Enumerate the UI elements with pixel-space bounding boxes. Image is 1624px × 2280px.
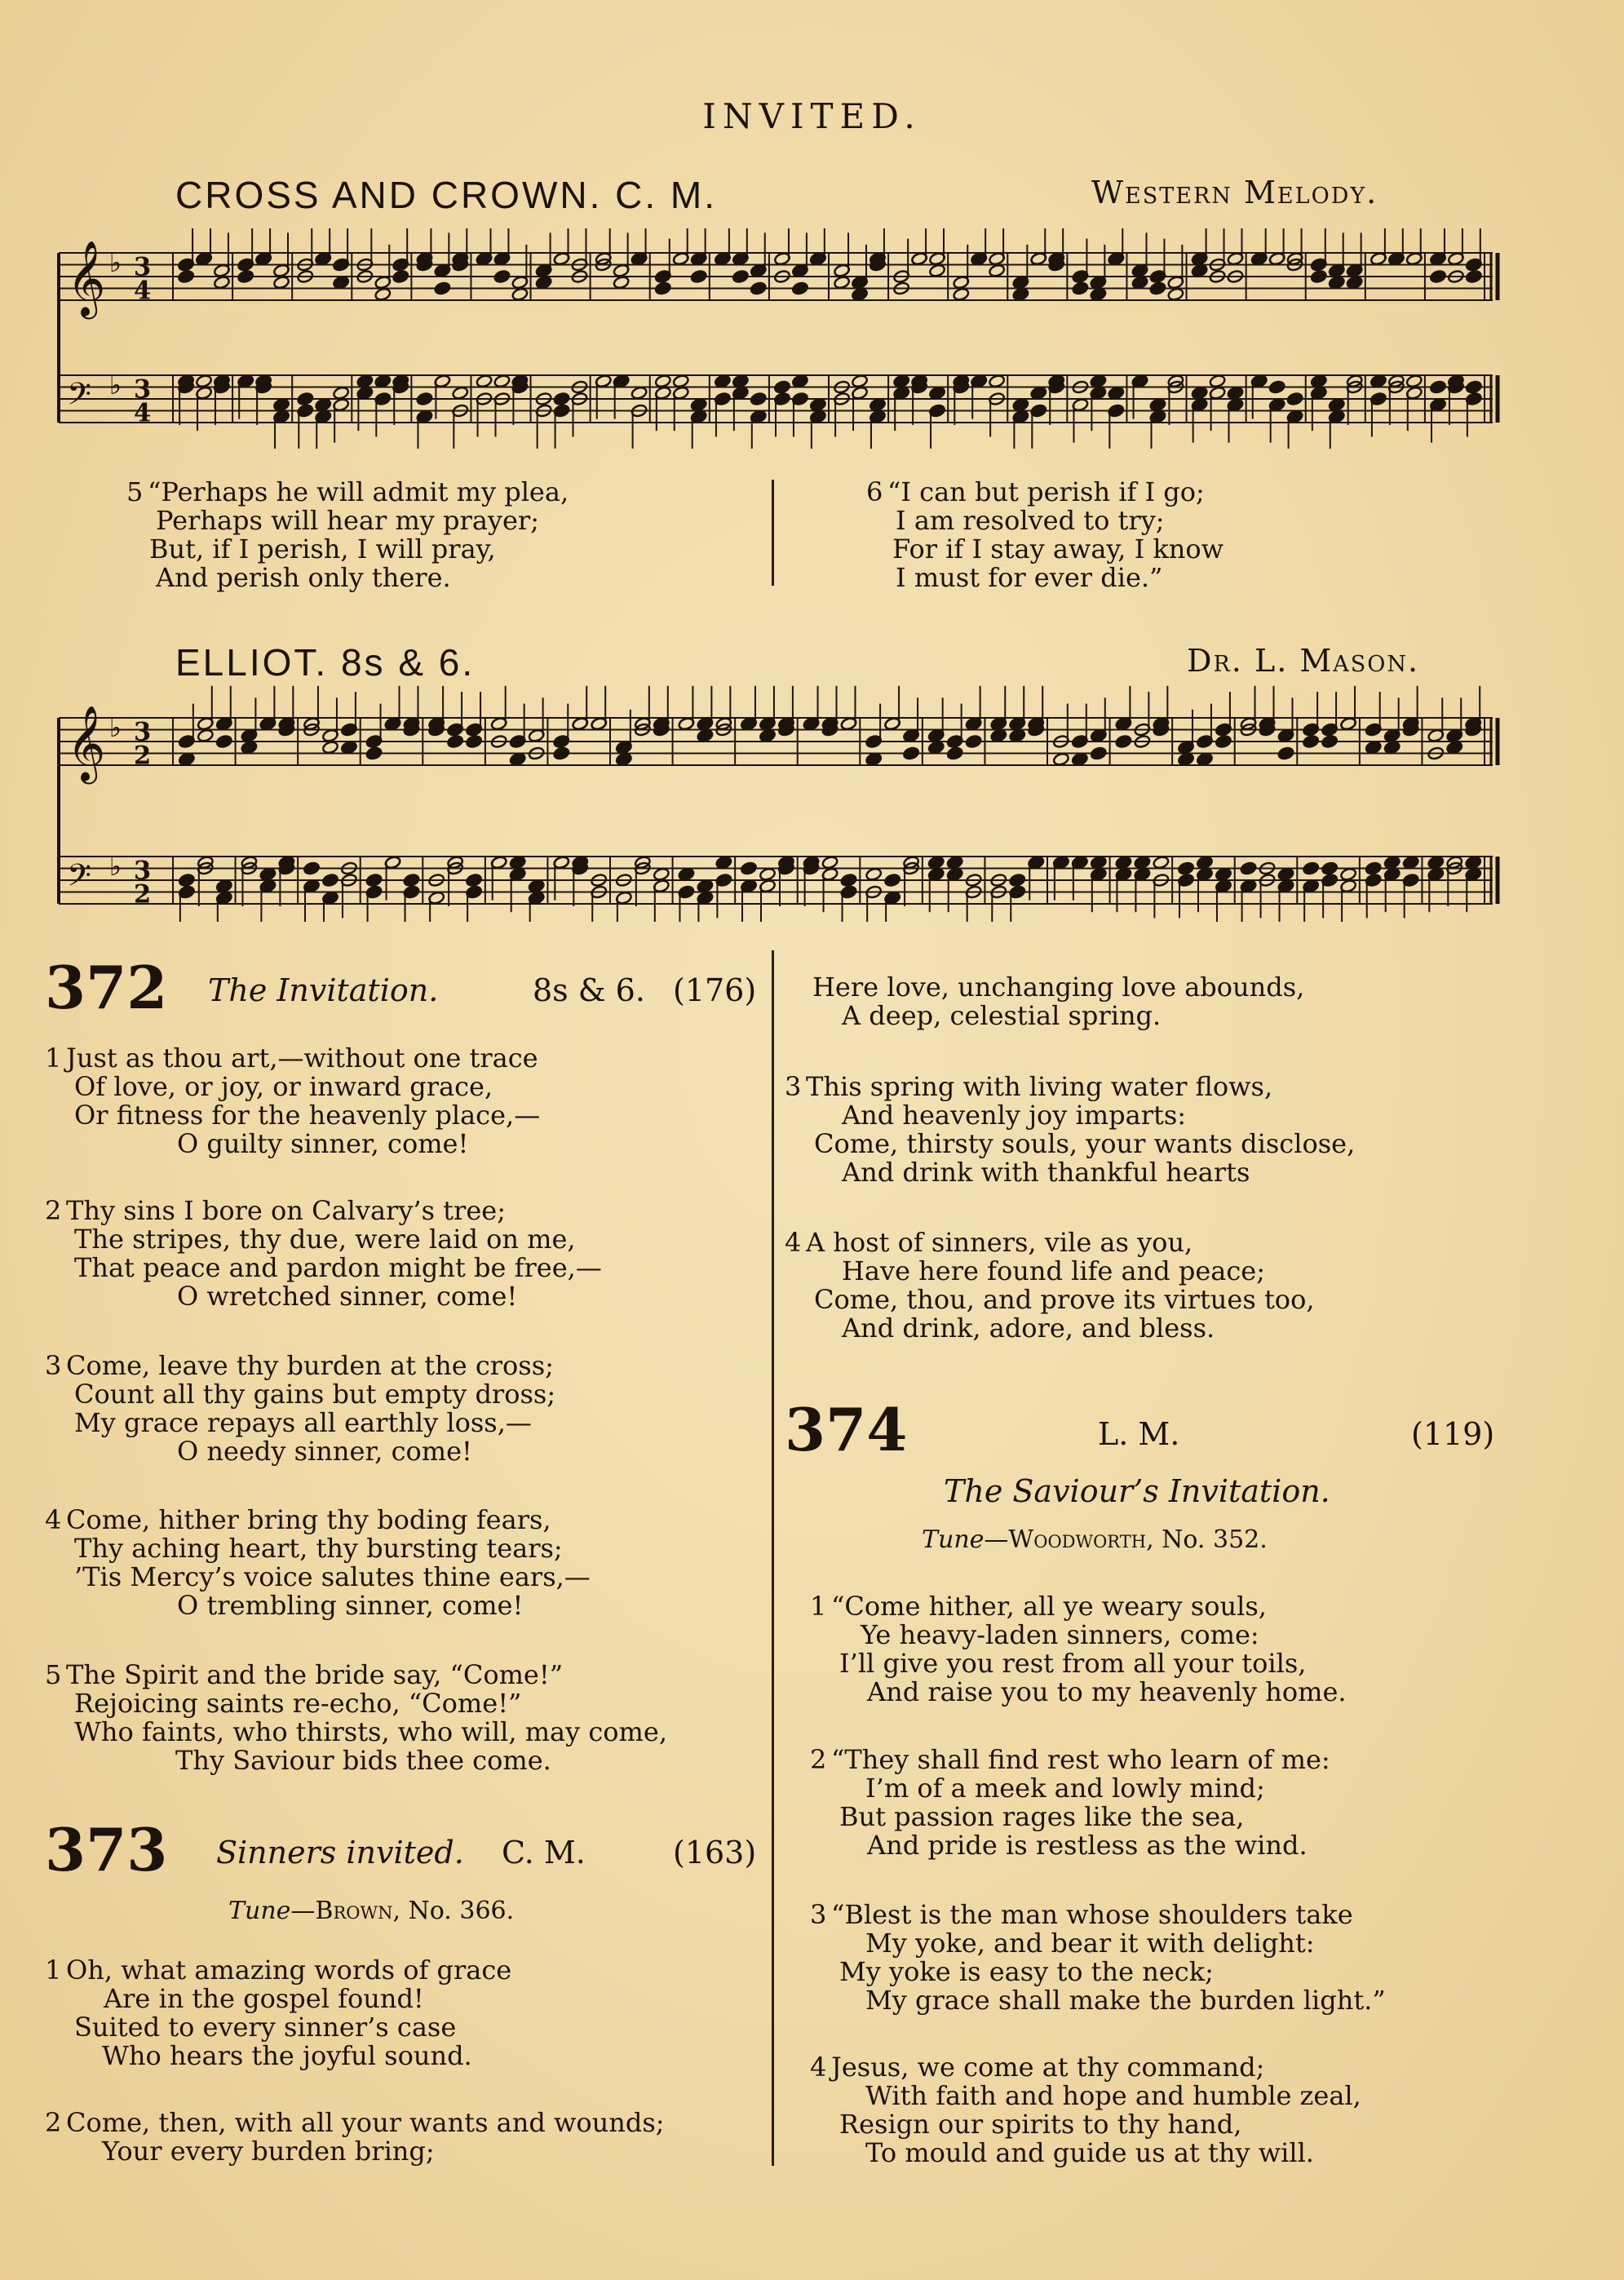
flat-icon: ♭: [109, 851, 122, 883]
note-head: [1346, 275, 1363, 290]
hymn-title: The Invitation.: [208, 972, 439, 1008]
note-head: [1240, 861, 1257, 876]
hymn-373-verse-1: 1 Oh, what amazing words of grace Are in the gospel found! Suited to every sinner’s case Who hears the joyful sound.: [45, 1955, 512, 2071]
note-head: [1191, 386, 1208, 401]
note-head: [241, 740, 258, 755]
note-head: [1030, 386, 1047, 401]
note-head: [1286, 392, 1303, 406]
note-head: [1321, 734, 1339, 749]
note-head: [321, 873, 339, 888]
note-head: [821, 855, 839, 870]
note-head: [178, 873, 195, 888]
note-head: [356, 374, 374, 388]
note-head: [653, 867, 670, 882]
note-head: [1370, 374, 1387, 388]
note-head: [1427, 855, 1445, 870]
note-head: [631, 386, 648, 401]
hymn-number: 374: [785, 1395, 908, 1464]
note-head: [297, 392, 314, 406]
note-head: [195, 374, 212, 388]
note-head: [714, 374, 731, 388]
note-head: [215, 879, 232, 893]
note-head: [1108, 386, 1125, 401]
verse-5-cross: 5 “Perhaps he will admit my plea, Perhaps will hear my prayer; But, if I perish, I will pray, And perish only there.: [126, 476, 569, 593]
hymn-372-verse-4: 4 Come, hither bring thy boding fears, Thy aching heart, thy bursting tears; ’Tis Mercy’s voice salutes thine ears,— O trembling sinner, come!: [45, 1504, 591, 1621]
note-head: [1177, 861, 1194, 876]
verse-number: 6: [866, 476, 883, 507]
note-head: [732, 374, 749, 388]
note-head: [466, 734, 483, 749]
note-head: [509, 855, 526, 870]
note-head: [213, 275, 230, 290]
hymn-number: 372: [45, 953, 168, 1022]
note-head: [447, 734, 464, 749]
hymn-ref: (119): [1411, 1416, 1495, 1452]
time-signature-bottom: 4: [134, 276, 152, 306]
hymn-number: 373: [45, 1815, 168, 1884]
note-head: [1340, 867, 1357, 882]
note-head: [740, 861, 757, 876]
note-head: [732, 269, 749, 284]
note-head: [272, 397, 290, 412]
note-head: [1310, 269, 1327, 284]
note-head: [884, 873, 901, 888]
hymn-373-verse-2-continued: Here love, unchanging love abounds, A deep, celestial spring.: [812, 972, 1305, 1031]
note-head: [1090, 287, 1107, 302]
note-head: [927, 740, 945, 755]
note-head: [315, 397, 332, 412]
staff-system-elliot: [49, 685, 1501, 922]
note-head: [1310, 374, 1327, 388]
hymn-373-verse-3: 3 This spring with living water flows, And heavenly joy imparts: Come, thirsty souls, your wants disclose, And drink with thankful hearts: [785, 1071, 1356, 1188]
note-head: [1465, 380, 1482, 395]
note-head: [865, 752, 883, 767]
hymn-title: Sinners invited.: [216, 1835, 464, 1870]
note-head: [750, 392, 767, 406]
hymn-372-verse-1: 1 Just as thou art,—without one trace Of love, or joy, or inward grace, Or fitness for the heavenly place,— O guilty sinner, come!: [45, 1043, 541, 1159]
note-head: [1268, 380, 1285, 395]
note-head: [215, 734, 232, 749]
note-head: [851, 374, 868, 388]
note-head: [511, 287, 529, 302]
verse-6-cross: 6 “I can but perish if I go; I am resolved to try; For if I stay away, I know I must for ever die.”: [866, 476, 1224, 593]
note-head: [365, 873, 383, 888]
note-head: [654, 281, 671, 296]
note-head: [834, 275, 851, 290]
note-head: [715, 855, 732, 870]
page-header: INVITED.: [702, 96, 922, 136]
treble-clef-icon: 𝄞: [67, 240, 106, 316]
note-head: [1303, 861, 1320, 876]
hymn-373-tune: Tune—Brown, No. 366.: [228, 1897, 515, 1925]
note-head: [535, 275, 552, 290]
note-head: [903, 746, 920, 761]
note-head: [237, 269, 254, 284]
note-head: [374, 374, 392, 388]
note-head: [1115, 734, 1132, 749]
note-head: [452, 386, 469, 401]
hymn-meter: L. M.: [1098, 1416, 1180, 1452]
note-head: [303, 861, 320, 876]
note-head: [893, 374, 910, 388]
note-head: [476, 374, 493, 388]
note-head: [1012, 287, 1029, 302]
note-head: [615, 752, 632, 767]
hymn-374-verse-4: 4 Jesus, we come at thy command; With faith and hope and humble zeal, Resign our spirits to thy hand, To mould and guide us at thy will.: [810, 2052, 1361, 2168]
hymn-374-heading: [785, 1395, 1495, 1464]
music-score-elliot: [49, 685, 1501, 922]
note-head: [1227, 386, 1244, 401]
hymn-372-verse-2: 2 Thy sins I bore on Calvary’s tree; The stripes, thy due, were laid on me, That peace and pardon might be free,— O wretched sinner, come!: [45, 1195, 602, 1312]
note-head: [1115, 855, 1132, 870]
hymn-372-verse-3: 3 Come, leave thy burden at the cross; Count all thy gains but empty dross; My grace repays all earthly loss,— O needy sinner, come!: [45, 1350, 556, 1467]
note-head: [672, 374, 689, 388]
time-signature-bottom: 2: [134, 741, 152, 771]
hymn-373-heading: [45, 1815, 763, 1884]
note-head: [1465, 269, 1482, 284]
hymn-374-verse-2: 2 “They shall find rest who learn of me: I’m of a meek and lowly mind; But passion rages like the sea, And pride is restless as the wind.: [810, 1744, 1330, 1861]
time-signature-top: 3: [134, 374, 152, 405]
tune-title-elliot: ELLIOT. 8s & 6.: [175, 641, 476, 684]
note-head: [416, 392, 433, 406]
time-signature-top: 3: [134, 252, 152, 282]
treble-clef-icon: 𝄞: [67, 705, 106, 781]
hymn-374-tune: Tune—Woodworth, No. 352.: [922, 1525, 1268, 1554]
hymn-meter: 8s & 6.: [533, 972, 645, 1008]
note-head: [851, 287, 868, 302]
flat-icon: ♭: [109, 712, 122, 744]
note-head: [1167, 287, 1184, 302]
note-head: [1090, 374, 1107, 388]
music-score-cross-and-crown: [49, 228, 1501, 449]
note-head: [697, 879, 714, 893]
note-head: [1090, 746, 1107, 761]
column-divider: [772, 480, 774, 586]
note-head: [321, 740, 339, 755]
hymn-ref: (176): [673, 972, 757, 1008]
note-head: [1131, 275, 1148, 290]
note-head: [791, 281, 808, 296]
note-head: [1429, 380, 1446, 395]
note-head: [1191, 263, 1208, 278]
note-head: [1321, 861, 1339, 876]
note-head: [928, 386, 945, 401]
tune-title-cross-and-crown: CROSS AND CROWN. C. M.: [175, 174, 718, 216]
note-head: [1365, 740, 1382, 755]
note-head: [965, 734, 982, 749]
note-head: [809, 397, 826, 412]
note-head: [690, 269, 707, 284]
note-head: [493, 269, 511, 284]
note-head: [840, 873, 857, 888]
note-head: [333, 386, 350, 401]
note-head: [528, 879, 545, 893]
note-head: [697, 728, 714, 743]
hymn-373-verse-2: 2 Come, then, with all your wants and wounds; Your every burden bring;: [45, 2107, 665, 2167]
note-head: [1177, 752, 1194, 767]
time-signature-bottom: 4: [134, 398, 152, 428]
note-head: [759, 867, 776, 882]
note-head: [1072, 281, 1089, 296]
note-head: [928, 263, 945, 278]
note-head: [1196, 855, 1213, 870]
note-head: [1209, 374, 1226, 388]
note-head: [1277, 746, 1294, 761]
note-head: [1365, 861, 1382, 876]
flat-icon: ♭: [109, 370, 122, 401]
note-head: [272, 275, 290, 290]
note-head: [750, 281, 767, 296]
note-head: [1134, 855, 1151, 870]
note-head: [1196, 752, 1213, 767]
bass-clef-icon: 𝄢: [67, 857, 91, 901]
note-head: [791, 374, 808, 388]
note-head: [927, 855, 945, 870]
note-head: [1383, 855, 1401, 870]
bass-clef-icon: 𝄢: [67, 375, 91, 420]
note-head: [1009, 873, 1026, 888]
note-head: [197, 728, 214, 743]
note-head: [1153, 855, 1170, 870]
hymn-373-verse-4: 4 A host of sinners, vile as you, Have here found life and peace; Come, thou, and prove its virtues too, And drink, adore, and bless.: [785, 1227, 1315, 1344]
hymn-374-verse-1: 1 “Come hither, all ye weary souls, Ye heavy-laden sinners, come: I’ll give you rest from all your toils, And raise you to my heavenly home.: [810, 1591, 1347, 1707]
note-head: [178, 752, 195, 767]
note-head: [865, 867, 883, 882]
note-head: [1328, 275, 1345, 290]
note-head: [1071, 752, 1088, 767]
note-head: [946, 855, 963, 870]
hymn-372-heading: [45, 953, 763, 1022]
verse-number: 5: [126, 476, 144, 507]
note-head: [1052, 752, 1069, 767]
note-head: [613, 275, 630, 290]
note-head: [1149, 281, 1166, 296]
note-head: [466, 873, 483, 888]
hymn-372-verse-5: 5 The Spirit and the bride say, “Come!” Rejoicing saints re-echo, “Come!” Who faints, who thirsts, who will, may come, Thy Saviour bids thee come.: [45, 1659, 667, 1776]
note-head: [678, 867, 695, 882]
note-head: [493, 374, 511, 388]
time-signature-top: 3: [134, 856, 152, 886]
hymn-ref: (163): [673, 1835, 757, 1870]
note-head: [434, 281, 451, 296]
note-head: [1215, 867, 1232, 882]
note-head: [1009, 728, 1026, 743]
note-head: [1383, 740, 1401, 755]
note-head: [403, 873, 420, 888]
note-head: [1429, 269, 1446, 284]
note-head: [1149, 397, 1166, 412]
note-head: [1090, 855, 1107, 870]
note-head: [333, 275, 350, 290]
note-head: [509, 752, 526, 767]
note-head: [1405, 374, 1423, 388]
staff-system-cross: [49, 228, 1501, 449]
note-head: [374, 287, 392, 302]
note-head: [553, 746, 570, 761]
hymn-meter: C. M.: [502, 1835, 586, 1870]
time-signature-top: 3: [134, 717, 152, 747]
note-head: [989, 263, 1006, 278]
time-signature-bottom: 2: [134, 879, 152, 910]
note-head: [990, 728, 1007, 743]
note-head: [953, 287, 970, 302]
note-head: [259, 867, 277, 882]
note-head: [869, 397, 886, 412]
note-head: [1215, 734, 1232, 749]
tune-composer-cross-and-crown: Western Melody.: [1091, 175, 1378, 210]
note-head: [365, 746, 383, 761]
note-head: [759, 728, 776, 743]
tune-composer-elliot: Dr. L. Mason.: [1187, 643, 1420, 679]
note-head: [392, 269, 409, 284]
note-head: [1402, 855, 1419, 870]
note-head: [946, 746, 963, 761]
note-head: [178, 269, 195, 284]
note-head: [553, 392, 570, 406]
note-head: [1328, 397, 1345, 412]
note-head: [690, 397, 707, 412]
note-head: [1277, 867, 1294, 882]
hymn-374-verse-3: 3 “Blest is the man whose shoulders take My yoke, and bear it with delight: My yoke is easy to the neck; My grace shall make the burden light.”: [810, 1899, 1386, 2016]
note-head: [1303, 734, 1320, 749]
flat-icon: ♭: [109, 247, 122, 279]
hymn-374-title: The Saviour’s Invitation.: [944, 1473, 1330, 1509]
column-divider-main: [772, 950, 774, 2166]
note-head: [654, 374, 671, 388]
note-head: [989, 374, 1006, 388]
note-head: [773, 380, 790, 395]
note-head: [1446, 740, 1463, 755]
note-head: [1012, 397, 1029, 412]
note-head: [340, 740, 357, 755]
note-head: [1465, 855, 1482, 870]
